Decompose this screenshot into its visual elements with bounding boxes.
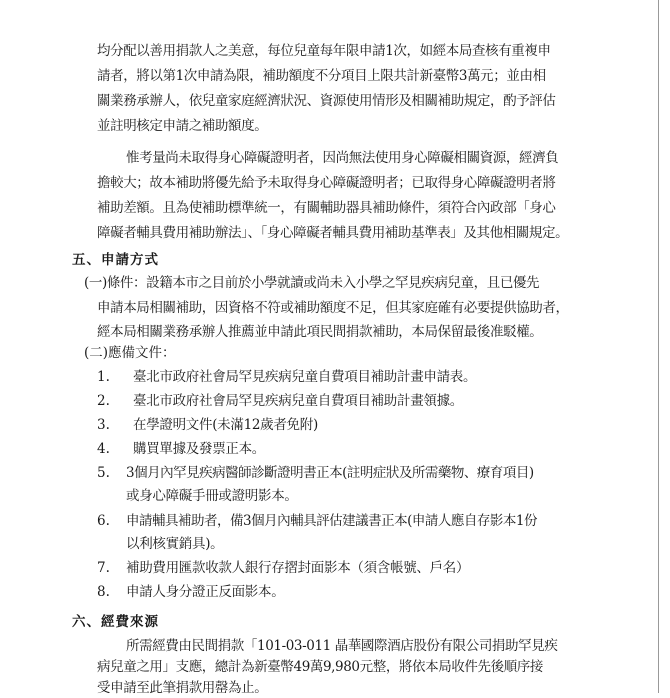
item-number: 7. [97,560,110,576]
para2-line-3: 補助差額。且為使補助標準統一，有關輔助器具補助條件，須符合內政部「身心 [97,200,556,216]
para2-line-2: 擔較大；故本補助將優先給予未取得身心障礙證明者；已取得身心障礙證明者將 [97,175,556,191]
section6-line-2: 病兒童之用」支應，總計為新臺幣49萬9,980元整，將依本局收件先後順序接 [97,659,544,675]
item-number: 6. [97,513,110,529]
scan-edge-line [658,0,659,693]
item-text: 申請輔具補助者，備3個月內輔具評估建議書正本(申請人應自存影本1份 [126,513,537,529]
item-text: 申請人身分證正反面影本。 [126,584,285,600]
item-text-cont: 或身心障礙手冊或證明影本。 [126,488,298,504]
item-number: 5. [97,465,110,481]
sub1-line-3: 經本局相關業務承辦人推薦並申請此項民間捐款補助，本局保留最後准駁權。 [97,324,543,340]
section6-line-1: 所需經費由民間捐款「101-03-011 晶華國際酒店股份有限公司捐助罕見疾 [126,638,558,654]
sub2-heading: (二)應備文件： [84,345,176,361]
para2-line-1: 惟考量尚未取得身心障礙證明者，因尚無法使用身心障礙相關資源，經濟負 [126,150,559,166]
sub1-line-2: 申請本局相關補助，因資格不符或補助額度不足，但其家庭確有必要提供協助者， [97,300,569,316]
section6-heading: 六、經費來源 [72,614,159,630]
item-text-cont: 以利核實銷具)。 [126,536,224,552]
para2-line-4: 障礙者輔具費用補助辦法」、「身心障礙者輔具費用補助基準表」及其他相關規定。 [97,225,569,241]
section5-heading: 五、申請方式 [72,252,159,268]
item-text: 購買單據及發票正本。 [133,441,265,457]
item-number: 2. [97,393,110,409]
intro-line-3: 關業務承辦人，依兒童家庭經濟狀況、資源使用情形及相關補助規定，酌予評估 [97,93,556,109]
sub1-line-1: (一)條件：設籍本市之目前於小學就讀或尚未入小學之罕見疾病兒童，且已優先 [84,275,540,291]
intro-line-4: 並註明核定申請之補助額度。 [97,118,268,134]
item-number: 3. [97,417,110,433]
item-number: 4. [97,441,110,457]
item-number: 1. [97,369,110,385]
intro-line-2: 請者，將以第1次申請為限，補助額度不分項目上限共計新臺幣3萬元；並由相 [97,68,546,84]
item-text: 3個月內罕見疾病醫師診斷證明書正本(註明症狀及所需藥物、療育項目) [126,465,534,481]
item-text: 補助費用匯款收款人銀行存摺封面影本（須含帳號、戶名） [126,560,470,576]
item-text: 臺北市政府社會局罕見疾病兒童自費項目補助計畫領據。 [133,393,463,409]
item-text: 在學證明文件(未滿12歲者免附) [133,417,318,433]
section6-line-3: 受申請至此筆捐款用罄為止。 [97,680,268,696]
item-number: 8. [97,584,110,600]
item-text: 臺北市政府社會局罕見疾病兒童自費項目補助計畫申請表。 [133,369,477,385]
intro-line-1: 均分配以善用捐款人之美意，每位兒童每年限申請1次，如經本局查核有重複申 [97,43,551,59]
